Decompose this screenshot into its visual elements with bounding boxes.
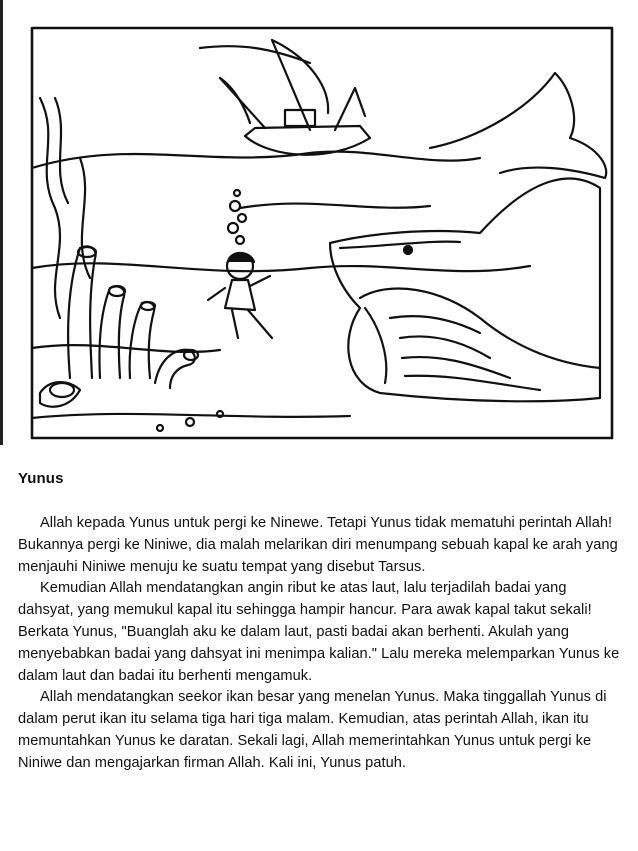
story-text [18,470,624,775]
wave-line [32,152,480,168]
jonah-figure [208,253,272,338]
page-edge-line [0,0,3,445]
coral [32,246,350,431]
ship-drawing [200,40,370,155]
whale-drawing [330,178,600,401]
coloring-illustration [10,18,622,448]
whale-tail [430,73,606,178]
story-paragraph: Kemudian Allah mendatangkan angin ribut ke atas laut, lalu terjadilah badai yang dahsyat, yang memukul kapal itu sehingga hampir hancur. Para awak kapal takut sekali! Berkata Yunus, "Buanglah aku ke dalam laut, pasti badai akan berhenti. Akulah yang menyebabkan badai yang dahsyat ini menimpa kalian." Lalu mereka melemparkan Yunus ke dalam laut dan badai itu berhenti mengamuk. [18,580,620,684]
story-paragraph: Allah kepada Yunus untuk pergi ke Ninewe. Tetapi Yunus tidak mematuhi perintah Allah! Bukannya pergi ke Niniwe, dia malah melarikan diri menumpang sebuah kapal ke arah yang menjauhi Niniwe menuju ke suatu tempat yang disebut Tarsus. [18,515,618,575]
jonah-whale-drawing [10,18,622,448]
story-title: Yunus [18,470,64,487]
seaweed [40,98,90,318]
wave-line [240,204,430,208]
whale-eye [404,246,412,254]
story-paragraph: Allah mendatangkan seekor ikan besar yang menelan Yunus. Maka tinggallah Yunus di dalam perut ikan itu selama tiga hari tiga malam. Kemudian, atas perintah Allah, ikan itu memuntahkan Yunus ke daratan. Sekali lagi, Allah memerintahkan Yunus untuk pergi ke Niniwe dan mengajarkan firman Allah. Kali ini, Yunus patuh. [18,689,607,771]
wave-line [32,263,530,271]
bubbles [228,190,246,244]
